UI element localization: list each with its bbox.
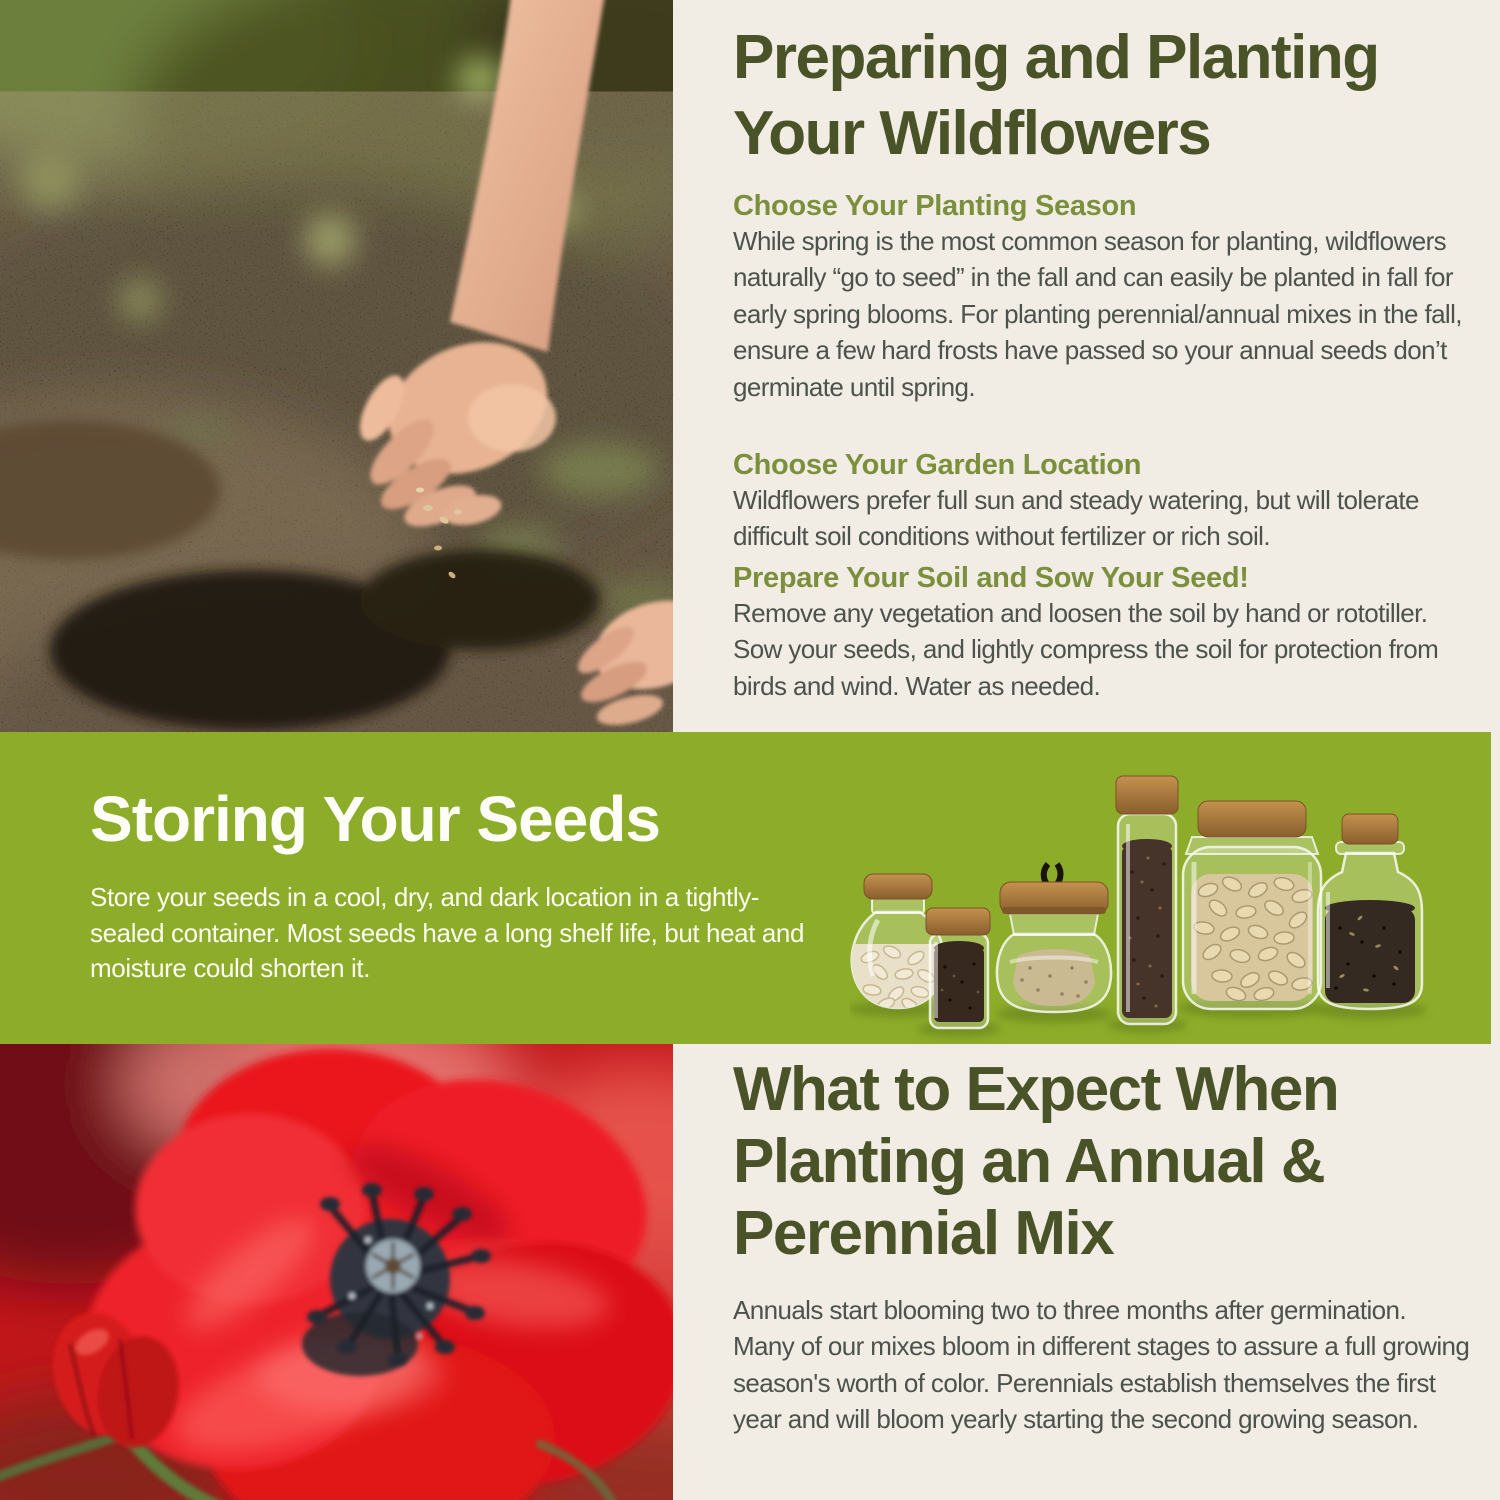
seed-jars-photo (850, 732, 1490, 1044)
expect-title: What to Expect When Planting an Annual & Perennial Mix (733, 1055, 1339, 1268)
section-preparing (733, 0, 1478, 732)
preparing-title: Preparing and Planting Your Wildflowers (733, 23, 1379, 168)
powder-jar (926, 908, 990, 1028)
red-poppy-photo (0, 1044, 673, 1500)
expect-paragraph: Annuals start blooming two to three months after germination. Many of our mixes bloom in different stages to assure a full growing season's worth of color. Perennials establish themselves the first year and will bloom yearly starting the second growing season. (733, 1295, 1470, 1435)
red-poppy-illustration (0, 1044, 673, 1500)
section-expect (733, 1044, 1478, 1500)
tall-tube-jar (1116, 776, 1178, 1024)
paragraph-garden-location: Wildflowers prefer full sun and steady watering, but will tolerate difficult soil conditions without fertilizer or rich soil. (733, 485, 1419, 552)
hand-sowing-seeds-illustration (0, 0, 673, 732)
storing-paragraph: Store your seeds in a cool, dry, and dark location in a tightly-sealed container. Most seeds have a long shelf life, but heat and moisture could shorten it. (90, 882, 805, 984)
sand-jar (997, 864, 1111, 1012)
section-storing (0, 732, 1491, 1044)
subheading-planting-season: Choose Your Planting Season (733, 190, 1137, 222)
dark-seed-bottle (1318, 814, 1422, 1009)
subheading-prepare-soil: Prepare Your Soil and Sow Your Seed! (733, 562, 1249, 594)
pumpkin-seed-jar (1183, 801, 1321, 1009)
hand-sowing-seeds-photo (0, 0, 673, 732)
paragraph-prepare-soil: Remove any vegetation and loosen the soil by hand or rototiller. Sow your seeds, and lightly compress the soil for protection from birds and wind. Water as needed. (733, 598, 1439, 701)
subheading-garden-location: Choose Your Garden Location (733, 449, 1142, 481)
paragraph-planting-season: While spring is the most common season for planting, wildflowers naturally “go to seed” in the fall and can easily be planted in fall for early spring blooms. For planting perennial/annual mixes in the fall, ensure a few hard frosts have passed so your annual seeds don’t germinate until spring. (733, 226, 1462, 402)
seed-jars-illustration (850, 732, 1490, 1044)
storing-title: Storing Your Seeds (90, 783, 660, 855)
